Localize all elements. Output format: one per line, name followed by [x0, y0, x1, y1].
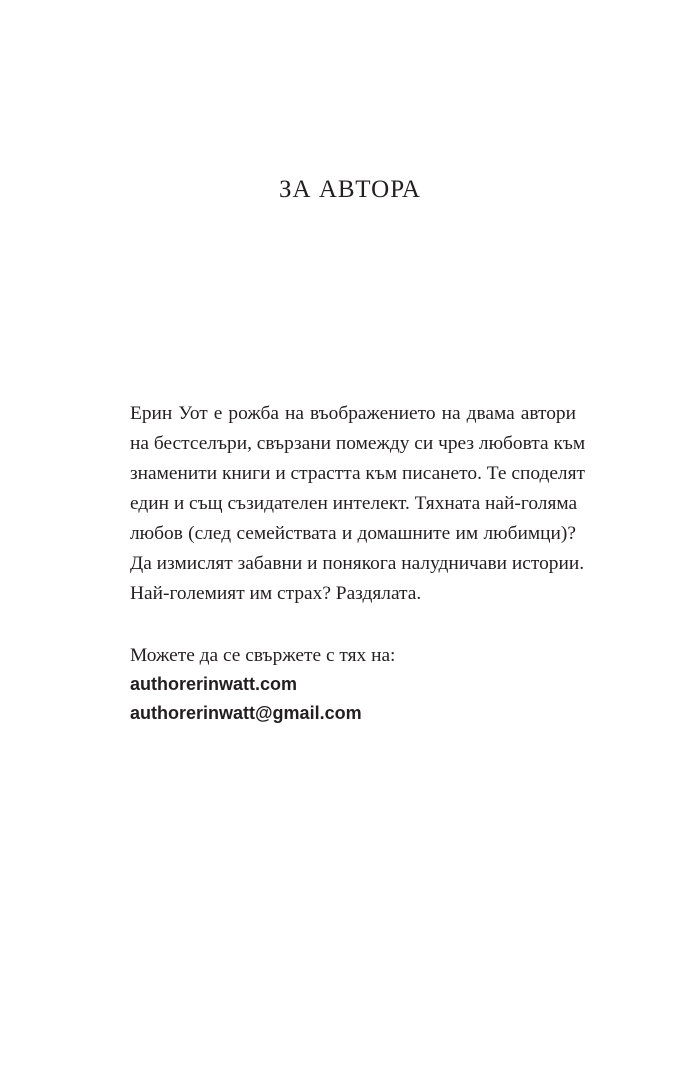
bio-line: знаменити книги и страстта към писането. Те споделят [130, 463, 585, 484]
page-title: ЗА АВТОРА [279, 176, 421, 203]
website-link[interactable]: authorerinwatt.com [130, 674, 298, 694]
bio-line: любов (след семействата и домашните им любимци)? [130, 523, 576, 544]
contact-intro: Можете да се свържете с тях на: [130, 645, 396, 666]
contact-block [130, 641, 395, 728]
bio-line: Ерин Уот е рожба на въображението на двама автори [130, 403, 576, 424]
bio-line: на бестселъри, свързани помежду си чрез любовта към [130, 433, 586, 454]
bio-line: Най-големият им страх? Раздялата. [130, 583, 422, 604]
author-bio [130, 399, 586, 609]
bio-line: един и същ съзидателен интелект. Тяхната най-голяма [130, 493, 578, 514]
email-link[interactable]: authorerinwatt@gmail.com [130, 703, 362, 723]
bio-line: Да измислят забавни и понякога налудничави истории. [130, 553, 585, 574]
